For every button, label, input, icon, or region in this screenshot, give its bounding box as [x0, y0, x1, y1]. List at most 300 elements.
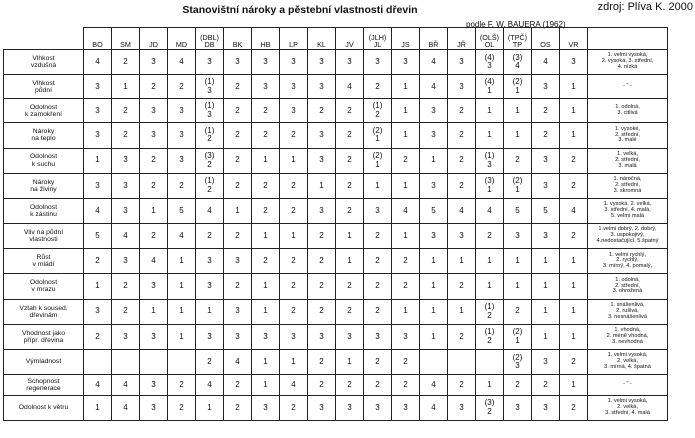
table-cell: 4: [336, 75, 364, 99]
table-cell: 1: [392, 123, 420, 148]
table-cell: 2: [112, 299, 140, 324]
table-cell: 4: [420, 375, 448, 396]
table-cell: 2: [252, 123, 280, 148]
table-cell: 3: [308, 148, 336, 173]
table-cell: 3: [224, 299, 252, 324]
table-cell: 3: [84, 123, 112, 148]
table-cell: 1: [168, 324, 196, 349]
properties-table: [3, 27, 668, 421]
table-cell: 2: [280, 249, 308, 274]
table-cell: 2: [364, 375, 392, 396]
table-cell: 3: [140, 50, 168, 75]
table-cell: 1: [84, 148, 112, 173]
table-cell: 3: [252, 324, 280, 349]
row-legend: 1. vysoké, 2. střední, 3. malé: [588, 123, 668, 148]
column-header-code: JV: [345, 40, 354, 50]
legend-header: [588, 28, 668, 50]
table-cell: 1: [476, 249, 504, 274]
table-cell: 1: [252, 375, 280, 396]
table-cell: 3: [336, 50, 364, 75]
column-header-code: OL: [484, 40, 495, 50]
table-cell: (1) 2: [196, 123, 224, 148]
table-cell: 1: [392, 173, 420, 198]
column-header-alt: (DBL): [200, 32, 219, 42]
table-cell: 3: [560, 50, 588, 75]
table-cell: 3: [532, 224, 560, 249]
table-cell: (2) 3: [504, 349, 532, 374]
table-cell: (1) 3: [476, 148, 504, 173]
table-cell: (1) 2: [476, 299, 504, 324]
table-cell: (2) 1: [364, 123, 392, 148]
column-header-tp: [504, 28, 532, 50]
table-cell: 3: [336, 395, 364, 420]
table-cell: 2: [532, 99, 560, 123]
table-cell: 2: [308, 99, 336, 123]
table-cell: 1: [560, 299, 588, 324]
table-cell: 2: [112, 50, 140, 75]
table-cell: 2: [336, 99, 364, 123]
column-header-bř: [420, 28, 448, 50]
column-header-os: [532, 28, 560, 50]
table-row: [4, 198, 668, 223]
table-cell: 2: [336, 274, 364, 299]
table-cell: 1: [308, 173, 336, 198]
table-cell: 3: [84, 99, 112, 123]
table-cell: 4: [168, 50, 196, 75]
table-cell: 3: [420, 224, 448, 249]
table-cell: 3: [448, 50, 476, 75]
table-cell: 2: [392, 148, 420, 173]
table-cell: [476, 349, 504, 374]
table-cell: 3: [308, 395, 336, 420]
column-header-code: MD: [175, 40, 188, 50]
table-cell: 2: [112, 123, 140, 148]
table-cell: 2: [224, 123, 252, 148]
table-cell: 3: [196, 249, 224, 274]
table-cell: 3: [364, 198, 392, 223]
table-cell: 2: [224, 224, 252, 249]
table-cell: 5: [168, 198, 196, 223]
table-cell: 3: [252, 50, 280, 75]
table-cell: 2: [224, 148, 252, 173]
table-cell: 1: [392, 299, 420, 324]
row-legend: 1. velká, 2. střední, 3. malá: [588, 148, 668, 173]
table-cell: 3: [84, 299, 112, 324]
table-cell: 2: [280, 299, 308, 324]
table-row: [4, 75, 668, 99]
table-cell: 2: [224, 99, 252, 123]
table-cell: 2: [364, 75, 392, 99]
table-cell: [112, 349, 140, 374]
table-cell: [168, 349, 196, 374]
table-cell: 2: [112, 99, 140, 123]
table-cell: 3: [84, 173, 112, 198]
row-label: Odolnost k zástinu: [4, 198, 84, 223]
table-cell: 3: [280, 99, 308, 123]
table-cell: 4: [84, 198, 112, 223]
table-cell: 2: [140, 173, 168, 198]
table-cell: 2: [448, 99, 476, 123]
column-header-code: JS: [401, 40, 410, 50]
table-cell: 4: [112, 224, 140, 249]
table-cell: 4: [560, 198, 588, 223]
table-cell: 3: [168, 123, 196, 148]
table-row: [4, 123, 668, 148]
column-header-code: VR: [568, 40, 579, 50]
row-legend: - " -: [588, 375, 668, 396]
table-cell: 1: [560, 375, 588, 396]
column-header-alt: (JLH): [368, 32, 387, 42]
column-header-code: HB: [260, 40, 271, 50]
row-label: Vliv na půdní vlastnosti: [4, 224, 84, 249]
table-cell: 3: [252, 75, 280, 99]
table-cell: [420, 349, 448, 374]
table-cell: 4: [196, 375, 224, 396]
table-cell: 1: [476, 375, 504, 396]
table-cell: 1: [168, 274, 196, 299]
table-cell: 2: [196, 349, 224, 374]
table-cell: 2: [224, 75, 252, 99]
table-cell: 3: [252, 395, 280, 420]
table-cell: 2: [392, 274, 420, 299]
table-cell: 2: [336, 148, 364, 173]
table-cell: 3: [196, 324, 224, 349]
table-cell: 2: [168, 395, 196, 420]
row-label: Odolnost v mrazu: [4, 274, 84, 299]
column-header-code: LP: [289, 40, 298, 50]
table-cell: 2: [308, 224, 336, 249]
table-cell: 5: [532, 198, 560, 223]
table-cell: 4: [392, 198, 420, 223]
table-cell: 1: [112, 75, 140, 99]
table-cell: 1: [168, 249, 196, 274]
table-cell: (3) 1: [476, 173, 504, 198]
table-cell: 3: [532, 395, 560, 420]
row-label: Odolnost k větru: [4, 395, 84, 420]
column-header-hb: [252, 28, 280, 50]
table-cell: 2: [84, 249, 112, 274]
page-title: Stanovištní nároky a pěstební vlastnosti dřevin: [182, 4, 418, 16]
table-cell: (3) 2: [476, 395, 504, 420]
table-cell: 3: [112, 249, 140, 274]
table-cell: 1: [560, 75, 588, 99]
table-cell: 3: [504, 224, 532, 249]
table-cell: 1: [448, 299, 476, 324]
table-cell: 1: [448, 249, 476, 274]
table-cell: 2: [448, 324, 476, 349]
table-cell: 3: [532, 148, 560, 173]
table-cell: 1: [252, 224, 280, 249]
table-cell: 2: [84, 324, 112, 349]
table-row: [4, 324, 668, 349]
table-cell: 2: [336, 123, 364, 148]
table-cell: 4: [140, 249, 168, 274]
subtitle: podle F. W. BAUERA (1962): [466, 20, 566, 29]
table-cell: 2: [532, 375, 560, 396]
table-cell: 4: [84, 50, 112, 75]
table-cell: 1: [224, 198, 252, 223]
table-cell: 2: [560, 148, 588, 173]
table-cell: 2: [140, 224, 168, 249]
table-cell: 3: [224, 249, 252, 274]
column-header-db: [196, 28, 224, 50]
table-cell: 2: [280, 198, 308, 223]
table-cell: (2) 1: [504, 173, 532, 198]
table-cell: 3: [308, 75, 336, 99]
table-cell: 3: [532, 173, 560, 198]
table-cell: 1: [420, 148, 448, 173]
table-cell: 2: [168, 75, 196, 99]
table-cell: 1: [532, 299, 560, 324]
table-cell: 3: [168, 148, 196, 173]
table-cell: 4: [224, 349, 252, 374]
table-cell: 2: [504, 375, 532, 396]
column-header-bo: [84, 28, 112, 50]
table-cell: 1: [420, 249, 448, 274]
header-row: [4, 28, 668, 50]
table-cell: 3: [224, 324, 252, 349]
table-cell: 2: [504, 299, 532, 324]
row-legend: 1. odolná, 3. citlivá: [588, 99, 668, 123]
table-cell: 2: [392, 349, 420, 374]
table-cell: [140, 349, 168, 374]
column-header-code: KL: [317, 40, 326, 50]
table-cell: 1: [140, 299, 168, 324]
column-header-code: BK: [232, 40, 243, 50]
column-header-code: JD: [149, 40, 158, 50]
table-cell: 1: [476, 274, 504, 299]
column-header-code: JŘ: [457, 40, 466, 50]
table-cell: 2: [364, 349, 392, 374]
table-cell: 5: [420, 198, 448, 223]
table-cell: 1: [560, 123, 588, 148]
table-cell: 3: [448, 75, 476, 99]
table-cell: 5: [504, 198, 532, 223]
table-row: [4, 50, 668, 75]
table-cell: 3: [392, 50, 420, 75]
row-label: Nároky na živiny: [4, 173, 84, 198]
table-cell: 2: [336, 198, 364, 223]
table-cell: 1: [532, 249, 560, 274]
row-legend: 1. vhodná, 2. méně vhodná, 3. nevhodná: [588, 324, 668, 349]
column-header-jř: [448, 28, 476, 50]
table-cell: 1: [420, 274, 448, 299]
column-header-code: JL: [373, 40, 382, 50]
table-cell: 1: [252, 299, 280, 324]
row-legend: 1. velmi vysoká, 2. vysoká, 3. střední, 4. nízká: [588, 50, 668, 75]
table-cell: 4: [476, 198, 504, 223]
table-cell: 1: [532, 274, 560, 299]
column-header-jv: [336, 28, 364, 50]
table-cell: 1: [560, 274, 588, 299]
table-cell: 2: [560, 395, 588, 420]
table-cell: 2: [336, 299, 364, 324]
table-cell: 1: [420, 299, 448, 324]
table-cell: 3: [364, 324, 392, 349]
table-row: [4, 224, 668, 249]
column-header-alt: (OLŠ): [479, 32, 500, 42]
table-cell: 2: [448, 173, 476, 198]
table-cell: (2) 1: [504, 75, 532, 99]
table-cell: 1: [392, 99, 420, 123]
row-legend: 1. náročná, 2. střední, 3. skromná: [588, 173, 668, 198]
table-cell: (4) 1: [476, 75, 504, 99]
table-cell: 2: [364, 249, 392, 274]
table-cell: 2: [504, 148, 532, 173]
table-cell: 3: [532, 349, 560, 374]
table-cell: 3: [168, 99, 196, 123]
table-cell: 1: [168, 299, 196, 324]
table-cell: 1: [84, 274, 112, 299]
column-header-jd: [140, 28, 168, 50]
column-header-vr: [560, 28, 588, 50]
table-cell: 1: [504, 249, 532, 274]
table-cell: 3: [140, 395, 168, 420]
table-cell: (1) 2: [476, 324, 504, 349]
table-cell: 3: [224, 50, 252, 75]
table-cell: 4: [84, 375, 112, 396]
table-row: [4, 173, 668, 198]
table-cell: 3: [112, 198, 140, 223]
row-label: Růst v mládí: [4, 249, 84, 274]
column-header-alt: (TPČ): [507, 32, 528, 42]
table-cell: 2: [252, 249, 280, 274]
table-row: [4, 299, 668, 324]
table-cell: 3: [196, 50, 224, 75]
table-cell: 3: [140, 324, 168, 349]
table-cell: 2: [448, 274, 476, 299]
table-cell: 4: [532, 50, 560, 75]
table-cell: 3: [448, 395, 476, 420]
table-cell: 2: [364, 299, 392, 324]
table-cell: 2: [168, 173, 196, 198]
table-cell: 2: [336, 173, 364, 198]
table-row: [4, 395, 668, 420]
table-cell: (1) 3: [196, 75, 224, 99]
table-cell: (4) 3: [476, 50, 504, 75]
table-cell: 2: [280, 395, 308, 420]
table-cell: 2: [224, 274, 252, 299]
table-cell: 2: [308, 349, 336, 374]
row-legend: 1.velmi dobrý, 2. dobrý, 3. uspokojivý, 4.nedostačující, 5.špatný: [588, 224, 668, 249]
table-cell: 4: [448, 198, 476, 223]
table-cell: 1: [392, 224, 420, 249]
table-cell: 1: [560, 324, 588, 349]
row-legend: 1. velmi vysoká, 2. velká, 3. střední, 4. malá: [588, 395, 668, 420]
table-cell: 2: [252, 99, 280, 123]
column-header-md: [168, 28, 196, 50]
table-cell: 1: [280, 349, 308, 374]
table-cell: 3: [140, 99, 168, 123]
table-cell: [84, 349, 112, 374]
table-cell: 2: [560, 173, 588, 198]
column-header-code: DB: [204, 40, 215, 50]
column-header-sm: [112, 28, 140, 50]
table-cell: 3: [420, 123, 448, 148]
table-cell: 5: [84, 224, 112, 249]
table-cell: 2: [364, 224, 392, 249]
table-cell: 2: [140, 75, 168, 99]
row-label: Výmladnost: [4, 349, 84, 374]
table-cell: 1: [280, 224, 308, 249]
table-cell: 3: [392, 324, 420, 349]
table-cell: 1: [560, 249, 588, 274]
table-cell: 4: [112, 375, 140, 396]
table-cell: 2: [196, 224, 224, 249]
table-cell: (3) 2: [196, 148, 224, 173]
table-cell: (1) 2: [196, 173, 224, 198]
column-header-jl: [364, 28, 392, 50]
row-legend: 1. odolná, 2. střední, 3. ohrožená: [588, 274, 668, 299]
row-legend: 1. velmi rychlý, 2. rychlý, 3. mírný, 4. pomalý,: [588, 249, 668, 274]
table-cell: 3: [308, 198, 336, 223]
table-cell: 1: [336, 249, 364, 274]
table-cell: 1: [476, 99, 504, 123]
column-header-code: SM: [120, 40, 131, 50]
table-cell: 1: [532, 324, 560, 349]
column-header-code: TP: [512, 40, 523, 50]
table-cell: 3: [140, 123, 168, 148]
table-row: [4, 375, 668, 396]
table-cell: 1: [280, 148, 308, 173]
table-cell: 3: [280, 50, 308, 75]
table-cell: (2) 1: [504, 324, 532, 349]
column-header-lp: [280, 28, 308, 50]
table-cell: 2: [224, 395, 252, 420]
table-cell: 4: [168, 224, 196, 249]
table-cell: 1: [560, 99, 588, 123]
row-legend: 1. snášenlivá, 2. rušivá, 3. nesnášenlivá: [588, 299, 668, 324]
table-cell: 2: [280, 274, 308, 299]
table-cell: 3: [364, 395, 392, 420]
column-header-js: [392, 28, 420, 50]
table-cell: 3: [308, 324, 336, 349]
table-cell: 1: [336, 224, 364, 249]
table-cell: 1: [420, 324, 448, 349]
table-cell: 1: [336, 349, 364, 374]
row-label: Vlhkost půdní: [4, 75, 84, 99]
table-cell: 3: [112, 173, 140, 198]
table-row: [4, 249, 668, 274]
table-cell: 3: [112, 324, 140, 349]
table-cell: 3: [504, 395, 532, 420]
table-cell: 1: [84, 395, 112, 420]
table-cell: 2: [224, 375, 252, 396]
row-label: Vztah k soused. dřevinám: [4, 299, 84, 324]
table-cell: 2: [560, 349, 588, 374]
table-cell: 1: [476, 123, 504, 148]
table-cell: 1: [140, 198, 168, 223]
table-cell: 3: [392, 395, 420, 420]
table-cell: 2: [252, 198, 280, 223]
table-cell: 2: [224, 173, 252, 198]
column-header-code: BŘ: [428, 40, 439, 50]
column-header-bk: [224, 28, 252, 50]
table-cell: 3: [420, 173, 448, 198]
table-cell: 2: [308, 299, 336, 324]
table-row: [4, 349, 668, 374]
table-cell: 4: [280, 375, 308, 396]
table-cell: 2: [392, 375, 420, 396]
table-cell: (3) 4: [504, 50, 532, 75]
table-cell: [448, 349, 476, 374]
table-cell: 2: [308, 274, 336, 299]
table-row: [4, 99, 668, 123]
table-cell: 3: [280, 75, 308, 99]
table-cell: 3: [308, 50, 336, 75]
table-cell: 2: [112, 274, 140, 299]
table-cell: 1: [504, 123, 532, 148]
